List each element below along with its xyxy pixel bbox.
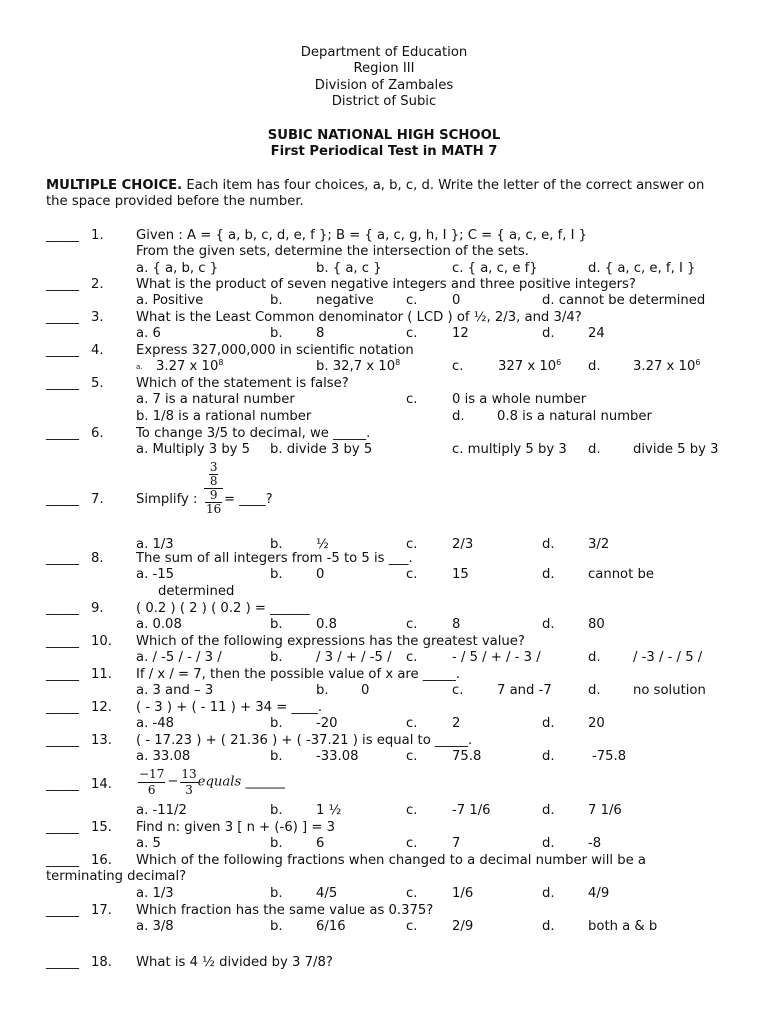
minus-sign: −	[167, 774, 179, 790]
question-number: 5.	[91, 376, 104, 391]
choice-d-letter: d.	[588, 650, 601, 666]
question-number: 17.	[91, 903, 112, 918]
choice-d: -75.8	[592, 749, 627, 765]
choice-d-continued: determined	[158, 583, 235, 599]
header-region: Region III	[353, 61, 415, 77]
fraction-denominator: 6	[138, 782, 165, 798]
choice-b-letter: b.	[270, 650, 283, 666]
choice-b-letter: b.	[270, 919, 283, 935]
fraction-denominator: 16	[206, 502, 222, 516]
question-stem: ( 0.2 ) ( 2 ) ( 0.2 ) = ______	[136, 601, 310, 616]
choice-d-letter: d.	[542, 919, 555, 935]
fraction-denominator: 8	[209, 474, 218, 488]
choice-c: c. multiply 5 by 3	[452, 442, 567, 458]
choice-b-letter: b.	[270, 749, 283, 765]
choice-d: 3/2	[588, 537, 610, 552]
complex-fraction	[204, 461, 223, 516]
choice-d-letter: d.	[542, 749, 555, 765]
question-stem: Given : A = { a, b, c, d, e, f }; B = { a, c, g, h, I }; C = { a, c, e, f, I }	[136, 228, 588, 243]
choice-d-letter: d.	[542, 836, 555, 852]
choice-c-letter: c.	[406, 919, 418, 935]
choice-b-letter: b.	[270, 885, 283, 901]
choice-a: a. Multiply 3 by 5	[136, 442, 251, 458]
fraction-denominator: 3	[180, 782, 197, 798]
choice-a: a. 33.08	[136, 749, 191, 765]
choice-b-letter: b.	[270, 803, 283, 818]
question-18	[46, 955, 736, 971]
question-number: 3.	[91, 310, 104, 325]
choice-c-letter: c.	[452, 683, 464, 699]
question-number: 1.	[91, 228, 104, 243]
choice-d-letter: d.	[588, 442, 601, 458]
choice-d-letter: d.	[542, 617, 555, 633]
fraction-numerator: 13	[181, 767, 197, 781]
choice-d-letter: d.	[588, 359, 601, 375]
choice-d-letter: d.	[542, 567, 555, 583]
question-13	[46, 733, 736, 766]
choice-c: 1/6	[452, 885, 474, 901]
fraction-expression	[138, 767, 285, 798]
choice-d-letter: d.	[542, 716, 555, 732]
answer-blank[interactable]: _____	[46, 853, 79, 868]
choice-b: -33.08	[316, 749, 359, 765]
question-4	[46, 343, 736, 376]
choice-d-letter: d.	[588, 683, 601, 699]
choice-a: a. Positive	[136, 293, 204, 309]
choice-b: 6	[316, 836, 325, 852]
choice-a: a. 3/8	[136, 919, 174, 935]
question-2	[46, 277, 736, 310]
school-name: SUBIC NATIONAL HIGH SCHOOL	[267, 128, 501, 143]
choice-a: a. 0.08	[136, 617, 182, 633]
choice-c: 8	[452, 617, 461, 633]
question-1	[46, 228, 736, 277]
question-number: 15.	[91, 820, 112, 835]
question-12	[46, 700, 736, 733]
question-6	[46, 426, 736, 459]
school-title-block	[0, 128, 768, 161]
choice-b: b. { a, c }	[316, 260, 382, 276]
question-number: 12.	[91, 700, 112, 715]
choice-a-letter: a.	[136, 363, 143, 372]
choice-b: b. 32,7 x $10^8$	[316, 358, 401, 375]
choice-b: -20	[316, 716, 338, 732]
choice-a: a. 1/3	[136, 885, 174, 901]
answer-blank[interactable]: _____	[46, 376, 79, 391]
choice-a: a. -11/2	[136, 803, 187, 818]
question-stem-tail: ______	[241, 774, 286, 790]
header-division: Division of Zambales	[314, 77, 454, 93]
choice-c: - / 5 / + / - 3 /	[452, 650, 541, 666]
choice-c-letter: c.	[406, 293, 418, 309]
question-stem: What is the Least Common denominator ( LCD ) of ½, 2/3, and 3/4?	[136, 310, 582, 325]
choice-d-letter: d.	[542, 326, 555, 342]
question-number: 4.	[91, 343, 104, 358]
choice-d-letter: d.	[452, 408, 465, 424]
question-number: 8.	[91, 551, 104, 566]
choice-c: 2	[452, 716, 461, 732]
answer-blank[interactable]: _____	[46, 634, 79, 649]
instructions-label: MULTIPLE CHOICE.	[46, 178, 183, 193]
answer-blank[interactable]: _____	[46, 551, 79, 566]
question-stem: ( - 17.23 ) + ( 21.36 ) + ( -37.21 ) is equal to _____.	[136, 733, 473, 748]
question-9	[46, 601, 736, 634]
instructions-text: Each item has four choices, a, b, c, d. Write the letter of the correct answer on the space provided before the number.	[46, 178, 705, 210]
choice-b-letter: b.	[270, 293, 283, 309]
answer-blank[interactable]: _____	[46, 955, 79, 970]
test-title: First Periodical Test in MATH 7	[270, 144, 498, 160]
question-stem: ( - 3 ) + ( - 11 ) + 34 = ____.	[136, 700, 323, 715]
choice-d: 4/9	[588, 885, 610, 901]
question-number: 9.	[91, 601, 104, 616]
choice-c-letter: c.	[406, 537, 418, 552]
choice-c-letter: c.	[406, 836, 418, 852]
question-number: 6.	[91, 426, 104, 441]
header-district: District of Subic	[331, 94, 437, 110]
choice-b: ½	[316, 537, 329, 552]
choice-c: 0	[452, 293, 461, 309]
choice-a: a. { a, b, c }	[136, 260, 219, 276]
choice-a: a. 5	[136, 836, 161, 852]
answer-blank[interactable]: _____	[46, 343, 79, 358]
choice-c: 75.8	[452, 749, 482, 765]
equals-word: equals	[197, 774, 242, 790]
question-stem: If / x / = 7, then the possible value of x are _____.	[136, 667, 461, 682]
choice-c: 15	[452, 567, 469, 583]
question-stem: Which of the following fractions when changed to a decimal number will be a	[136, 853, 646, 868]
choice-c-letter: c.	[406, 803, 418, 818]
question-number: 18.	[91, 955, 112, 970]
choice-d: 80	[588, 617, 605, 633]
question-stem-2: terminating decimal?	[46, 869, 187, 885]
question-stem: To change 3/5 to decimal, we _____.	[136, 426, 371, 441]
question-7	[46, 461, 736, 553]
question-stem-2: From the given sets, determine the intersection of the sets.	[136, 244, 529, 260]
choice-b: 0	[316, 567, 325, 583]
choice-c-letter: c.	[406, 392, 418, 408]
choice-d: -8	[588, 836, 602, 852]
answer-blank[interactable]: _____	[46, 777, 79, 792]
question-stem: Simplify :	[136, 492, 198, 507]
question-stem: Express 327,000,000 in scientific notation	[136, 343, 414, 358]
question-5	[46, 376, 736, 425]
choice-d-letter: d.	[542, 885, 555, 901]
question-stem: Which of the following expressions has the greatest value?	[136, 634, 525, 649]
choice-c-letter: c.	[406, 749, 418, 765]
choice-c-letter: c.	[406, 567, 418, 583]
question-stem: What is the product of seven negative integers and three positive integers?	[136, 277, 636, 292]
choice-c: c. { a, c, e f}	[452, 260, 538, 276]
choice-d-letter: d.	[542, 537, 555, 552]
choice-b-letter: b.	[316, 683, 329, 699]
question-stem: Which fraction has the same value as 0.375?	[136, 903, 434, 918]
choice-c: 7 and -7	[497, 683, 552, 699]
choice-b: b. 1/8 is a rational number	[136, 408, 312, 424]
choice-d: 7 1/6	[588, 803, 622, 818]
fraction-numerator: 9	[209, 488, 218, 502]
answer-blank[interactable]: _____	[46, 277, 79, 292]
question-number: 2.	[91, 277, 104, 292]
choice-d: no solution	[633, 683, 706, 699]
question-stem: Which of the statement is false?	[136, 376, 349, 391]
choice-d: cannot be	[588, 567, 654, 583]
choice-b: / 3 / + / -5 /	[316, 650, 392, 666]
question-stem: Find n: given 3 [ n + (-6) ] = 3	[136, 820, 336, 835]
answer-blank[interactable]: _____	[46, 733, 79, 748]
choice-a: a. 6	[136, 326, 161, 342]
choice-c: 327 x $10^6$	[498, 358, 562, 375]
choice-b: negative	[316, 293, 374, 309]
choice-a: a. 1/3	[136, 537, 174, 552]
question-11	[46, 667, 736, 700]
choice-d: d. { a, c, e, f, I }	[588, 260, 696, 276]
answer-blank[interactable]: _____	[46, 700, 79, 715]
answer-blank[interactable]: _____	[46, 601, 79, 616]
question-stem: The sum of all integers from -5 to 5 is ___.	[136, 551, 413, 566]
choice-c-letter: c.	[406, 650, 418, 666]
fraction-numerator: −17	[139, 767, 165, 781]
choice-b: b. divide 3 by 5	[270, 442, 373, 458]
question-number: 10.	[91, 634, 112, 649]
choice-d: d. cannot be determined	[542, 293, 706, 309]
choice-c: 2/3	[452, 537, 474, 552]
answer-blank[interactable]: _____	[46, 492, 79, 507]
question-number: 16.	[91, 853, 112, 868]
choice-d: 3.27 x $10^6$	[633, 358, 701, 375]
choice-b: 6/16	[316, 919, 346, 935]
choice-d-letter: d.	[542, 803, 555, 818]
choice-b: 4/5	[316, 885, 338, 901]
choice-b-letter: b.	[270, 537, 283, 552]
choice-c-letter: c.	[406, 885, 418, 901]
choice-c: 0 is a whole number	[452, 392, 587, 408]
choice-a: a. 7 is a natural number	[136, 392, 295, 408]
choice-b: 0.8	[316, 617, 337, 633]
choice-b-letter: b.	[270, 617, 283, 633]
choice-c-letter: c.	[452, 359, 464, 375]
document-header	[0, 45, 768, 111]
choice-a: 3.27 x $10^8$	[156, 358, 224, 375]
header-department: Department of Education	[300, 45, 468, 60]
choice-a: a. -48	[136, 716, 175, 732]
choice-d: 20	[588, 716, 605, 732]
choice-d: / -3 / - / 5 /	[633, 650, 703, 666]
choice-d: 0.8 is a natural number	[497, 408, 652, 424]
question-number: 7.	[91, 492, 104, 507]
question-number: 11.	[91, 667, 112, 682]
question-14	[46, 767, 736, 819]
choice-a: a. / -5 / - / 3 /	[136, 650, 222, 666]
question-15	[46, 820, 736, 853]
answer-blank[interactable]: _____	[46, 903, 79, 918]
answer-blank[interactable]: _____	[46, 667, 79, 682]
choice-c: 2/9	[452, 919, 474, 935]
fraction-numerator: 3	[209, 460, 218, 474]
choice-b-letter: b.	[270, 567, 283, 583]
choice-a: a. 3 and – 3	[136, 683, 214, 699]
choice-c: 7	[452, 836, 461, 852]
question-10	[46, 634, 736, 667]
question-number: 13.	[91, 733, 112, 748]
question-number: 14.	[91, 777, 112, 792]
choice-b-letter: b.	[270, 716, 283, 732]
question-stem-tail: = ____?	[224, 492, 273, 507]
choice-d: 24	[588, 326, 605, 342]
answer-blank[interactable]: _____	[46, 310, 79, 325]
choice-c-letter: c.	[406, 617, 418, 633]
choice-c-letter: c.	[406, 716, 418, 732]
choice-d: divide 5 by 3	[633, 442, 719, 458]
question-3	[46, 310, 736, 343]
choice-d: both a & b	[588, 919, 658, 935]
question-17	[46, 903, 736, 936]
choice-b: 1 ½	[316, 803, 342, 818]
answer-blank[interactable]: _____	[46, 228, 79, 243]
question-8	[46, 551, 736, 600]
choice-c: -7 1/6	[452, 803, 491, 818]
choice-c: 12	[452, 326, 469, 342]
answer-blank[interactable]: _____	[46, 426, 79, 441]
instructions	[46, 178, 726, 211]
choice-b: 8	[316, 326, 325, 342]
choice-b-letter: b.	[270, 326, 283, 342]
choice-b-letter: b.	[270, 836, 283, 852]
question-stem: What is 4 ½ divided by 3 7/8?	[136, 955, 333, 970]
choice-a: a. -15	[136, 567, 175, 583]
question-16	[46, 853, 736, 902]
choice-c-letter: c.	[406, 326, 418, 342]
answer-blank[interactable]: _____	[46, 820, 79, 835]
choice-b: 0	[361, 683, 370, 699]
